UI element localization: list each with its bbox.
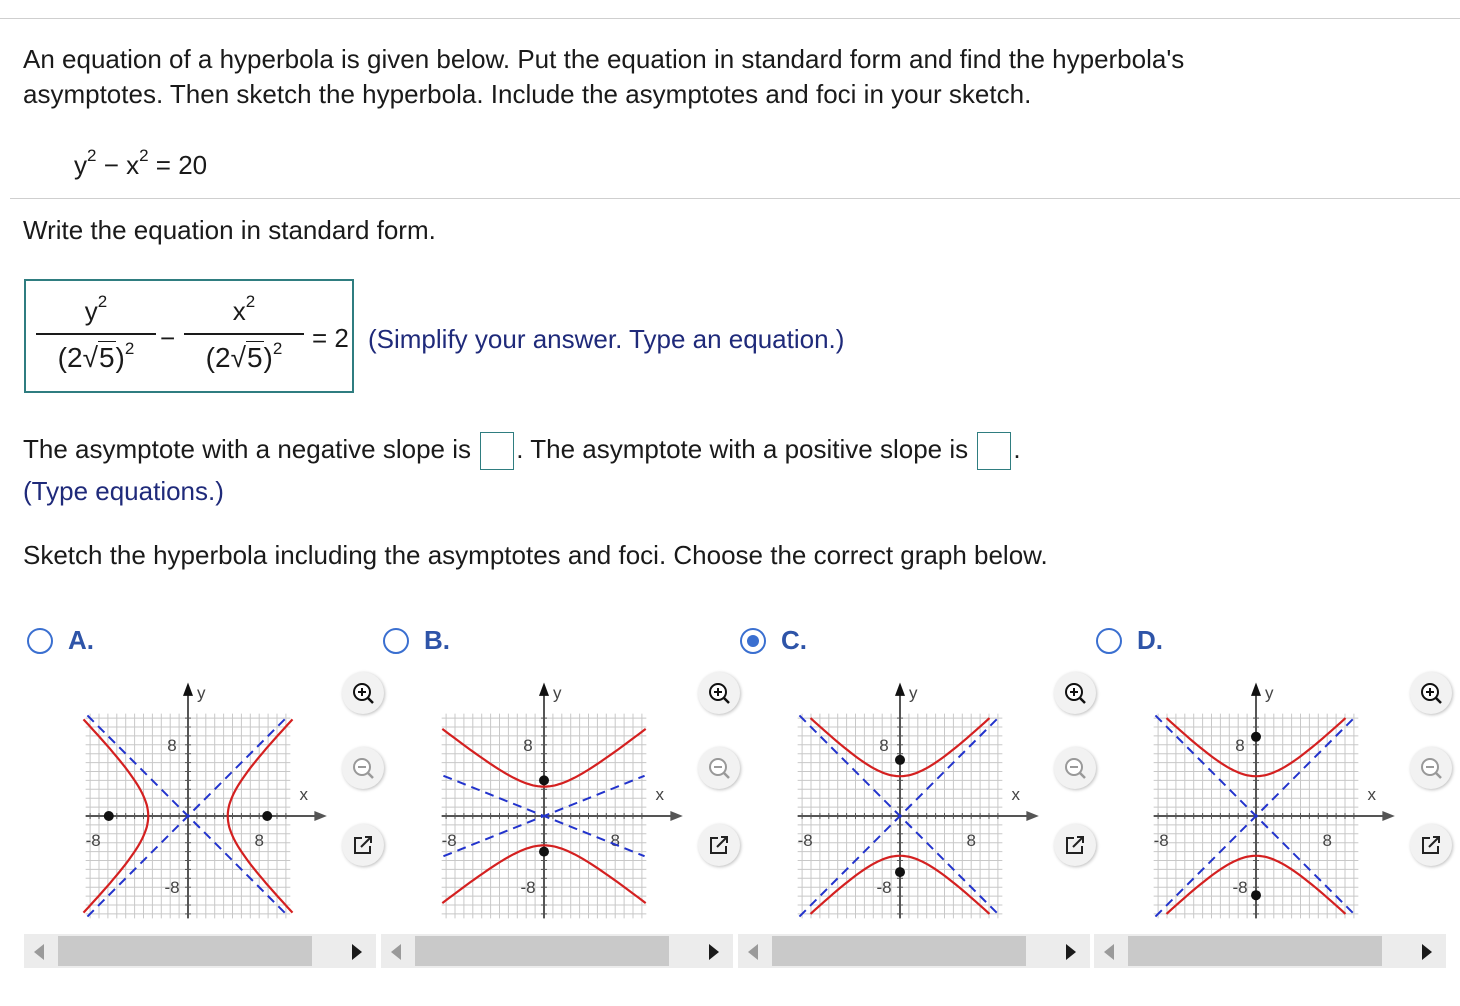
zoom-out-icon <box>1420 757 1442 779</box>
intro-line-1: An equation of a hyperbola is given below. Put the equation in standard form and find the hyperbola's <box>23 44 1185 74</box>
tick-label-x-min: -8 <box>85 831 101 850</box>
scroll-thumb[interactable] <box>772 936 1026 966</box>
y-axis-label: y <box>1265 683 1274 703</box>
equals-rhs: = 2 <box>312 323 349 353</box>
option-a-radio[interactable] <box>27 628 53 654</box>
y-axis-label: y <box>909 683 918 703</box>
popout-button[interactable] <box>342 824 384 866</box>
top-divider <box>0 18 1460 19</box>
popout-button[interactable] <box>1054 824 1096 866</box>
negative-asymptote-input[interactable] <box>480 432 514 470</box>
zoom-out-button[interactable] <box>1410 747 1452 789</box>
standard-form-answer-box[interactable] <box>24 279 354 393</box>
standard-form-hint: (Simplify your answer. Type an equation.) <box>368 324 845 354</box>
option-b-radio[interactable] <box>383 628 409 654</box>
scroll-thumb[interactable] <box>1128 936 1382 966</box>
tick-label-y-max: 8 <box>879 735 889 755</box>
zoom-out-button[interactable] <box>698 747 740 789</box>
minus-sign: − <box>160 323 176 353</box>
option-a-label[interactable]: A. <box>68 625 94 655</box>
option-c-radio[interactable] <box>740 628 766 654</box>
tick-label-x-min: -8 <box>797 831 813 850</box>
option-d-radio[interactable] <box>1096 628 1122 654</box>
positive-asymptote-input[interactable] <box>977 432 1011 470</box>
given-equation: $y^2 - x^2 = 20$ <box>74 146 208 180</box>
y-axis-arrow <box>1251 683 1261 696</box>
intro-line-2: asymptotes. Then sketch the hyperbola. Include the asymptotes and foci in your sketch. <box>23 79 1032 109</box>
option-b-label[interactable]: B. <box>424 625 450 655</box>
graph-option-c <box>782 672 1050 930</box>
asymptote-line: The asymptote with a negative slope is . The asymptote with a positive slope is . <box>23 432 1021 470</box>
x-axis-label: x <box>1367 785 1376 804</box>
tick-label-x-max: 8 <box>966 831 976 850</box>
zoom-in-icon <box>1420 682 1442 704</box>
x-axis-arrow <box>1382 811 1394 821</box>
scroll-right-arrow[interactable] <box>709 944 719 960</box>
option-d-label[interactable]: D. <box>1137 625 1163 655</box>
graph-option-b <box>426 672 694 930</box>
focus-point <box>895 867 905 877</box>
tick-label-y-min: -8 <box>520 878 536 898</box>
zoom-out-icon <box>708 757 730 779</box>
zoom-in-button[interactable] <box>698 672 740 714</box>
tick-label-y-min: -8 <box>164 878 180 898</box>
option-c-label[interactable]: C. <box>781 625 807 655</box>
zoom-in-button[interactable] <box>342 672 384 714</box>
x-axis-label: x <box>1011 785 1020 804</box>
popout-icon <box>707 833 731 857</box>
tick-label-x-max: 8 <box>254 831 264 850</box>
standard-form-prompt: Write the equation in standard form. <box>23 215 436 245</box>
graph-option-a <box>70 672 338 930</box>
focus-point <box>895 755 905 765</box>
tick-label-x-min: -8 <box>441 831 457 850</box>
scroll-thumb[interactable] <box>58 936 312 966</box>
focus-point <box>539 775 549 785</box>
tick-label-y-max: 8 <box>167 735 177 755</box>
focus-point <box>262 811 272 821</box>
y-axis-label: y <box>553 683 562 703</box>
focus-point <box>1251 890 1261 900</box>
zoom-in-button[interactable] <box>1410 672 1452 714</box>
scrollbar-option-c[interactable] <box>738 934 1090 968</box>
section-divider <box>10 198 1460 199</box>
scroll-right-arrow[interactable] <box>1422 944 1432 960</box>
y-axis-arrow <box>183 683 193 696</box>
x-axis-label: x <box>655 785 664 804</box>
zoom-in-icon <box>352 682 374 704</box>
tick-label-y-max: 8 <box>1235 735 1245 755</box>
fraction-2: $x^2$ $(2√5)^2$ <box>184 289 304 379</box>
tick-label-x-max: 8 <box>610 831 620 850</box>
tick-label-y-min: -8 <box>1232 878 1248 898</box>
zoom-out-button[interactable] <box>1054 747 1096 789</box>
scroll-right-arrow[interactable] <box>352 944 362 960</box>
scroll-thumb[interactable] <box>415 936 669 966</box>
x-axis-arrow <box>1026 811 1038 821</box>
scroll-left-arrow[interactable] <box>748 944 758 960</box>
tick-label-y-max: 8 <box>523 735 533 755</box>
fraction-1: $y^2$ $(2√5)^2$ <box>36 289 156 379</box>
tick-label-x-max: 8 <box>1322 831 1332 850</box>
focus-point <box>104 811 114 821</box>
scrollbar-option-a[interactable] <box>24 934 376 968</box>
focus-point <box>1251 732 1261 742</box>
y-axis-arrow <box>895 683 905 696</box>
zoom-in-button[interactable] <box>1054 672 1096 714</box>
zoom-out-icon <box>352 757 374 779</box>
scroll-left-arrow[interactable] <box>391 944 401 960</box>
scrollbar-option-d[interactable] <box>1094 934 1446 968</box>
graph-option-d <box>1138 672 1406 930</box>
zoom-in-icon <box>1064 682 1086 704</box>
popout-icon <box>351 833 375 857</box>
zoom-out-icon <box>1064 757 1086 779</box>
scrollbar-option-b[interactable] <box>381 934 733 968</box>
popout-button[interactable] <box>698 824 740 866</box>
focus-point <box>539 847 549 857</box>
tick-label-x-min: -8 <box>1153 831 1169 850</box>
y-axis-arrow <box>539 683 549 696</box>
x-axis-arrow <box>670 811 682 821</box>
scroll-left-arrow[interactable] <box>34 944 44 960</box>
scroll-left-arrow[interactable] <box>1104 944 1114 960</box>
x-axis-label: x <box>299 785 308 804</box>
y-axis-label: y <box>197 683 206 703</box>
popout-icon <box>1063 833 1087 857</box>
sketch-prompt: Sketch the hyperbola including the asymptotes and foci. Choose the correct graph below. <box>23 540 1048 570</box>
asymptote-hint: (Type equations.) <box>23 476 224 506</box>
tick-label-y-min: -8 <box>876 878 892 898</box>
zoom-out-button[interactable] <box>342 747 384 789</box>
popout-icon <box>1419 833 1443 857</box>
x-axis-arrow <box>314 811 326 821</box>
scroll-right-arrow[interactable] <box>1066 944 1076 960</box>
zoom-in-icon <box>708 682 730 704</box>
popout-button[interactable] <box>1410 824 1452 866</box>
